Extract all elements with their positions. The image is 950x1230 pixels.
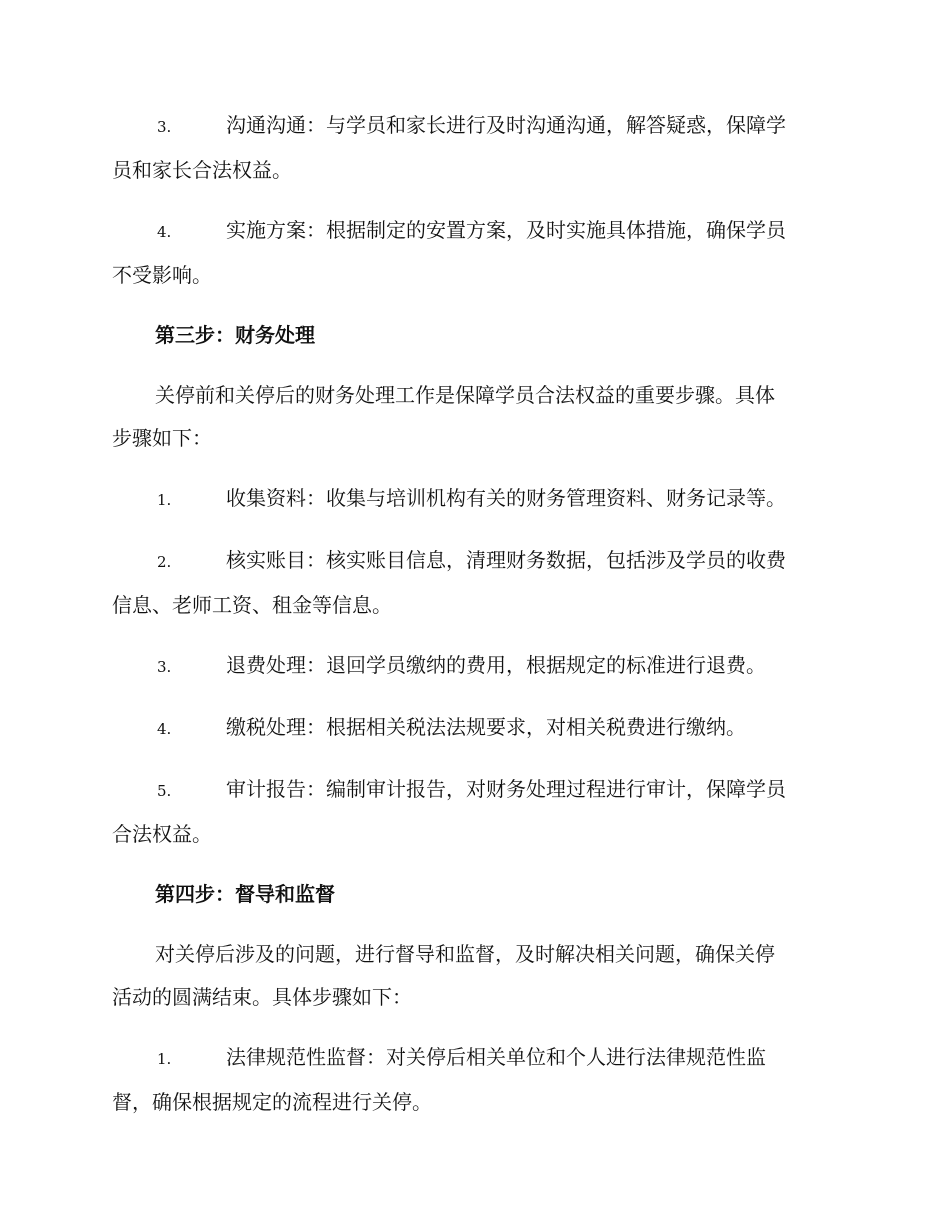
list-text: 退费处理：退回学员缴纳的费用，根据规定的标准进行退费。: [226, 653, 766, 677]
section-intro: [112, 933, 832, 1019]
list-text: 核实账目：核实账目信息，清理财务数据，包括涉及学员的收费: [226, 548, 786, 572]
list-number: 1.: [157, 491, 172, 509]
list-text: 审计报告：编制审计报告，对财务处理过程进行审计，保障学员: [226, 777, 786, 801]
list-item: [112, 477, 832, 522]
list-number: 3.: [157, 658, 172, 676]
list-item: [112, 706, 832, 751]
list-text: 沟通沟通：与学员和家长进行及时沟通沟通，解答疑惑，保障学: [226, 113, 786, 137]
section-heading: 第四步：督导和监督: [155, 882, 335, 906]
list-text-continuation: 督，确保根据规定的流程进行关停。: [112, 1090, 432, 1114]
list-number: 3.: [157, 118, 172, 136]
document-body: [112, 104, 832, 1124]
list-number: 4.: [157, 720, 172, 738]
list-text-continuation: 信息、老师工资、租金等信息。: [112, 593, 392, 617]
list-item: [112, 539, 832, 627]
list-text-continuation: 不受影响。: [112, 263, 212, 287]
list-text-continuation: 员和家长合法权益。: [112, 158, 292, 182]
list-item: [112, 209, 832, 297]
intro-text-continuation: 活动的圆满结束。具体步骤如下：: [112, 985, 412, 1009]
intro-text-continuation: 步骤如下：: [112, 426, 212, 450]
list-item: [112, 1036, 832, 1124]
intro-text: 对关停后涉及的问题，进行督导和监督，及时解决相关问题，确保关停: [155, 942, 775, 966]
list-item: [112, 104, 832, 192]
section-heading: 第三步：财务处理: [155, 323, 315, 347]
list-number: 2.: [157, 553, 172, 571]
list-text: 收集资料：收集与培训机构有关的财务管理资料、财务记录等。: [226, 486, 786, 510]
list-text: 缴税处理：根据相关税法法规要求，对相关税费进行缴纳。: [226, 715, 746, 739]
list-item: [112, 768, 832, 856]
section-intro: [112, 374, 832, 460]
list-text-continuation: 合法权益。: [112, 822, 212, 846]
list-number: 1.: [157, 1050, 172, 1068]
list-text: 法律规范性监督：对关停后相关单位和个人进行法律规范性监: [226, 1045, 766, 1069]
list-number: 4.: [157, 223, 172, 241]
list-item: [112, 644, 832, 689]
list-text: 实施方案：根据制定的安置方案，及时实施具体措施，确保学员: [226, 218, 786, 242]
intro-text: 关停前和关停后的财务处理工作是保障学员合法权益的重要步骤。具体: [155, 383, 775, 407]
list-number: 5.: [157, 782, 172, 800]
